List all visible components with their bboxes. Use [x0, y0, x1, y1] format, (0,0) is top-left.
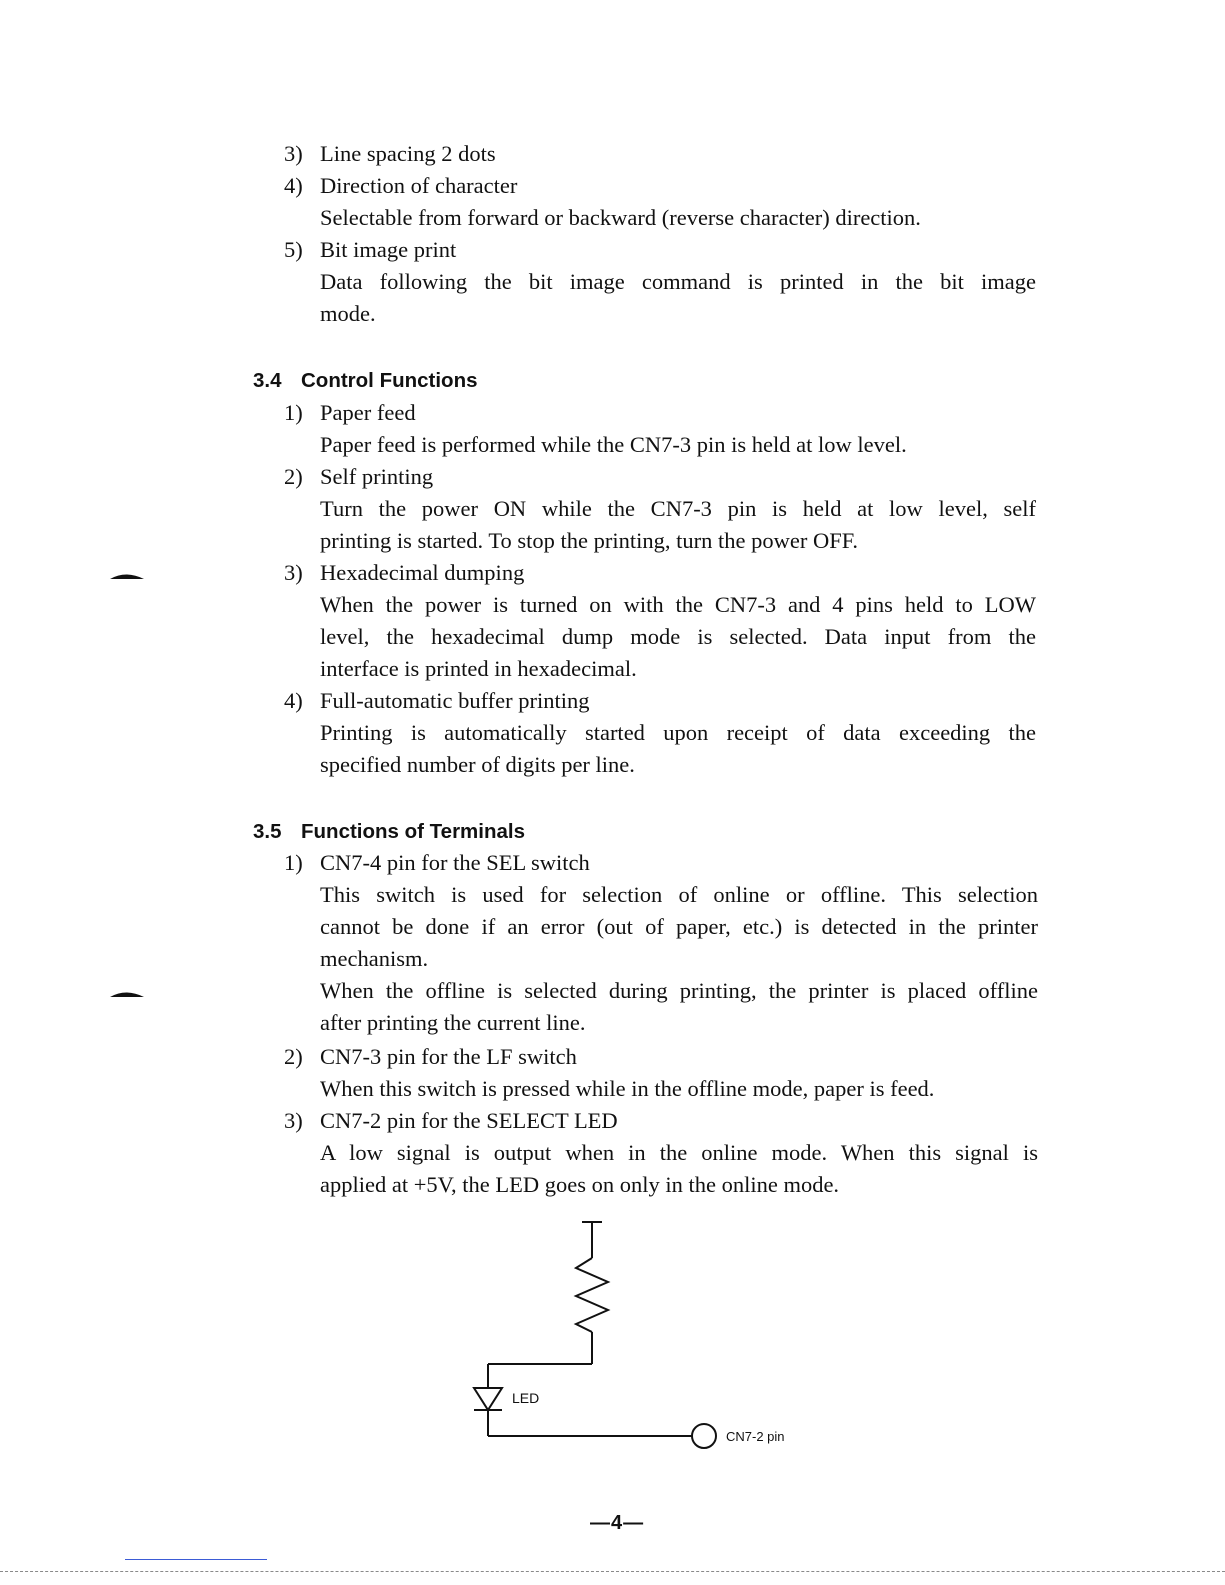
page-number: —4—	[590, 1512, 645, 1534]
bottom-edge-line	[125, 1559, 267, 1560]
list-item-title: Direction of character	[320, 173, 518, 198]
list-item-body: specified number of digits per line.	[320, 752, 635, 777]
section-title: Functions of Terminals	[301, 820, 525, 843]
list-item-body: Printing is automatically started upon receipt of data exceeding the	[320, 720, 1036, 745]
resistor-icon	[576, 1258, 608, 1332]
pin-label: CN7-2 pin	[726, 1429, 785, 1444]
section-heading-3-4	[253, 365, 478, 397]
list-item-body: A low signal is output when in the online mode. When this signal is	[320, 1140, 1038, 1165]
list-number: 2)	[284, 464, 303, 489]
list-item-title: Full-automatic buffer printing	[320, 688, 590, 713]
led-diode-icon	[474, 1388, 502, 1410]
pin-terminal-icon	[692, 1424, 716, 1448]
page-edge-rule	[0, 1571, 1225, 1572]
list-item-title: CN7-2 pin for the SELECT LED	[320, 1108, 618, 1133]
list-item-body: applied at +5V, the LED goes on only in the online mode.	[320, 1172, 840, 1197]
list-number: 3)	[284, 1108, 303, 1133]
list-number: 5)	[284, 237, 303, 262]
section-number: 3.5	[253, 820, 282, 843]
list-number: 1)	[284, 850, 303, 875]
list-item-title: Paper feed	[320, 400, 416, 425]
section-number: 3.4	[253, 369, 282, 392]
list-item-body: When the offline is selected during printing, the printer is placed offline	[320, 978, 1038, 1003]
section-title: Control Functions	[301, 369, 478, 392]
list-item-body: When this switch is pressed while in the offline mode, paper is feed.	[320, 1076, 935, 1101]
list-item-body: Turn the power ON while the CN7-3 pin is held at low level, self	[320, 496, 1036, 521]
list-item-body: cannot be done if an error (out of paper, etc.) is detected in the printer	[320, 914, 1038, 939]
list-item-body: after printing the current line.	[320, 1010, 586, 1035]
list-item-title: Hexadecimal dumping	[320, 560, 525, 585]
list-number: 2)	[284, 1044, 303, 1069]
list-item-body: printing is started. To stop the printing, turn the power OFF.	[320, 528, 859, 553]
list-item-body: interface is printed in hexadecimal.	[320, 656, 637, 681]
list-item-body: level, the hexadecimal dump mode is selected. Data input from the	[320, 624, 1036, 649]
list-number: 3)	[284, 560, 303, 585]
list-item-title: CN7-3 pin for the LF switch	[320, 1044, 577, 1069]
list-item-title: CN7-4 pin for the SEL switch	[320, 850, 590, 875]
margin-mark-icon	[108, 988, 148, 1000]
led-label: LED	[512, 1390, 540, 1406]
list-number: 4)	[284, 688, 303, 713]
list-number: 4)	[284, 173, 303, 198]
list-item-body: mechanism.	[320, 946, 429, 971]
list-item-body: Selectable from forward or backward (reverse character) direction.	[320, 205, 921, 230]
list-item-title: Bit image print	[320, 237, 457, 262]
section-heading-3-5	[253, 816, 525, 848]
list-item-body: mode.	[320, 301, 376, 326]
list-item-body: Data following the bit image command is printed in the bit image	[320, 269, 1036, 294]
led-circuit-diagram	[460, 1210, 820, 1470]
list-item-body: When the power is turned on with the CN7-3 and 4 pins held to LOW	[320, 592, 1036, 617]
list-item-body: Paper feed is performed while the CN7-3 pin is held at low level.	[320, 432, 907, 457]
margin-mark-icon	[108, 570, 148, 582]
list-item-title: Self printing	[320, 464, 434, 489]
list-item-title: Line spacing 2 dots	[320, 141, 496, 166]
list-item-body: This switch is used for selection of online or offline. This selection	[320, 882, 1038, 907]
list-number: 3)	[284, 141, 303, 166]
list-number: 1)	[284, 400, 303, 425]
